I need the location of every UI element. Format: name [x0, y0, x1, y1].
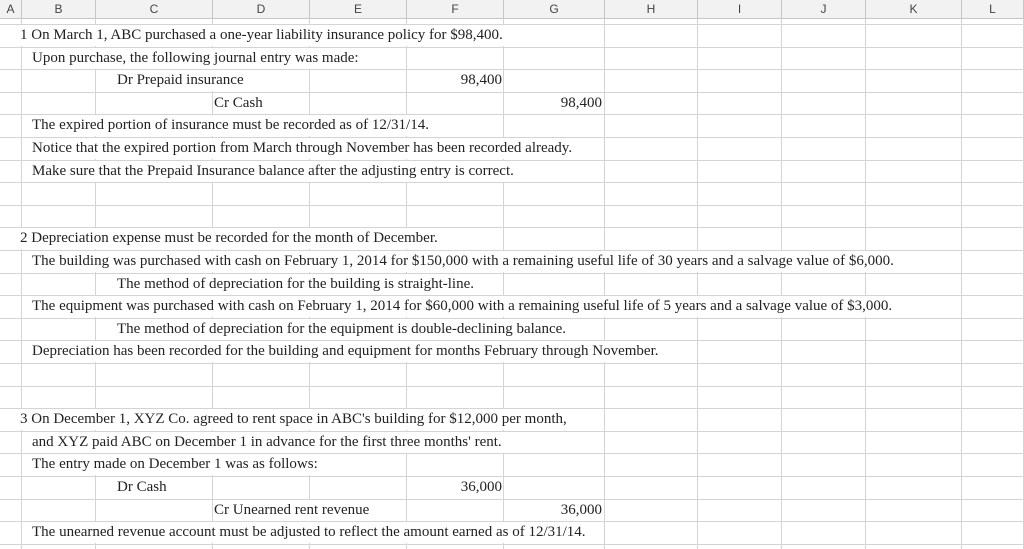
cell-text[interactable]: Cr Unearned rent revenue: [214, 502, 370, 518]
column-header-g[interactable]: G: [504, 0, 605, 18]
cell-text[interactable]: Cr Cash: [214, 95, 263, 111]
grid-row-line: [0, 205, 1024, 206]
cell-grid[interactable]: [0, 19, 1024, 549]
grid-row-line: [0, 544, 1024, 545]
cell-text[interactable]: The expired portion of insurance must be recorded as of 12/31/14.: [32, 117, 429, 133]
grid-column-line: [604, 19, 605, 549]
cell-text[interactable]: The method of depreciation for the equipment is double-declining balance.: [117, 321, 567, 337]
grid-column-line: [865, 19, 866, 549]
cell-text[interactable]: The entry made on December 1 was as follows:: [32, 456, 318, 472]
grid-column-line: [697, 19, 698, 549]
column-header-f[interactable]: F: [407, 0, 504, 18]
cell-text[interactable]: The building was purchased with cash on February 1, 2014 for $150,000 with a remaining useful life of 30 years and a salvage value of $6,000.: [32, 253, 894, 269]
cell-text[interactable]: The method of depreciation for the building is straight-line.: [117, 276, 474, 292]
column-header-c[interactable]: C: [96, 0, 213, 18]
amount-cell-debit[interactable]: 98,400: [460, 72, 502, 88]
grid-row-line: [0, 182, 1024, 183]
cell-text[interactable]: The unearned revenue account must be adjusted to reflect the amount earned as of 12/31/14.: [32, 524, 586, 540]
column-header-e[interactable]: E: [310, 0, 407, 18]
cell-text[interactable]: and XYZ paid ABC on December 1 in advance for the first three months' rent.: [32, 434, 502, 450]
cell-text[interactable]: Notice that the expired portion from March through November has been recorded already.: [32, 140, 573, 156]
column-header-j[interactable]: J: [782, 0, 866, 18]
cell-text[interactable]: Depreciation has been recorded for the building and equipment for months February through November.: [32, 343, 659, 359]
grid-row-line: [0, 386, 1024, 387]
grid-column-line: [961, 19, 962, 549]
column-header-i[interactable]: I: [698, 0, 782, 18]
cell-text[interactable]: Dr Prepaid insurance: [117, 72, 244, 88]
column-header-k[interactable]: K: [866, 0, 962, 18]
cell-text[interactable]: 3 On December 1, XYZ Co. agreed to rent space in ABC's building for $12,000 per month,: [20, 411, 567, 427]
amount-cell-debit[interactable]: 36,000: [460, 479, 502, 495]
column-header-bar: [0, 0, 1024, 19]
amount-cell-credit[interactable]: 36,000: [560, 502, 602, 518]
grid-row-line: [0, 363, 1024, 364]
amount-cell-credit[interactable]: 98,400: [560, 95, 602, 111]
cell-text[interactable]: 1 On March 1, ABC purchased a one-year liability insurance policy for $98,400.: [20, 27, 503, 43]
column-header-l[interactable]: L: [962, 0, 1024, 18]
cell-text[interactable]: 2 Depreciation expense must be recorded for the month of December.: [20, 230, 438, 246]
grid-column-line: [21, 19, 22, 549]
grid-column-line: [781, 19, 782, 549]
column-header-d[interactable]: D: [213, 0, 310, 18]
cell-text[interactable]: The equipment was purchased with cash on February 1, 2014 for $60,000 with a remaining useful life of 5 years and a salvage value of $3,000.: [32, 298, 893, 314]
cell-text[interactable]: Make sure that the Prepaid Insurance balance after the adjusting entry is correct.: [32, 163, 514, 179]
column-header-a[interactable]: A: [0, 0, 22, 18]
cell-text[interactable]: Upon purchase, the following journal entry was made:: [32, 50, 359, 66]
column-header-b[interactable]: B: [22, 0, 96, 18]
column-header-h[interactable]: H: [605, 0, 698, 18]
cell-text[interactable]: Dr Cash: [117, 479, 167, 495]
